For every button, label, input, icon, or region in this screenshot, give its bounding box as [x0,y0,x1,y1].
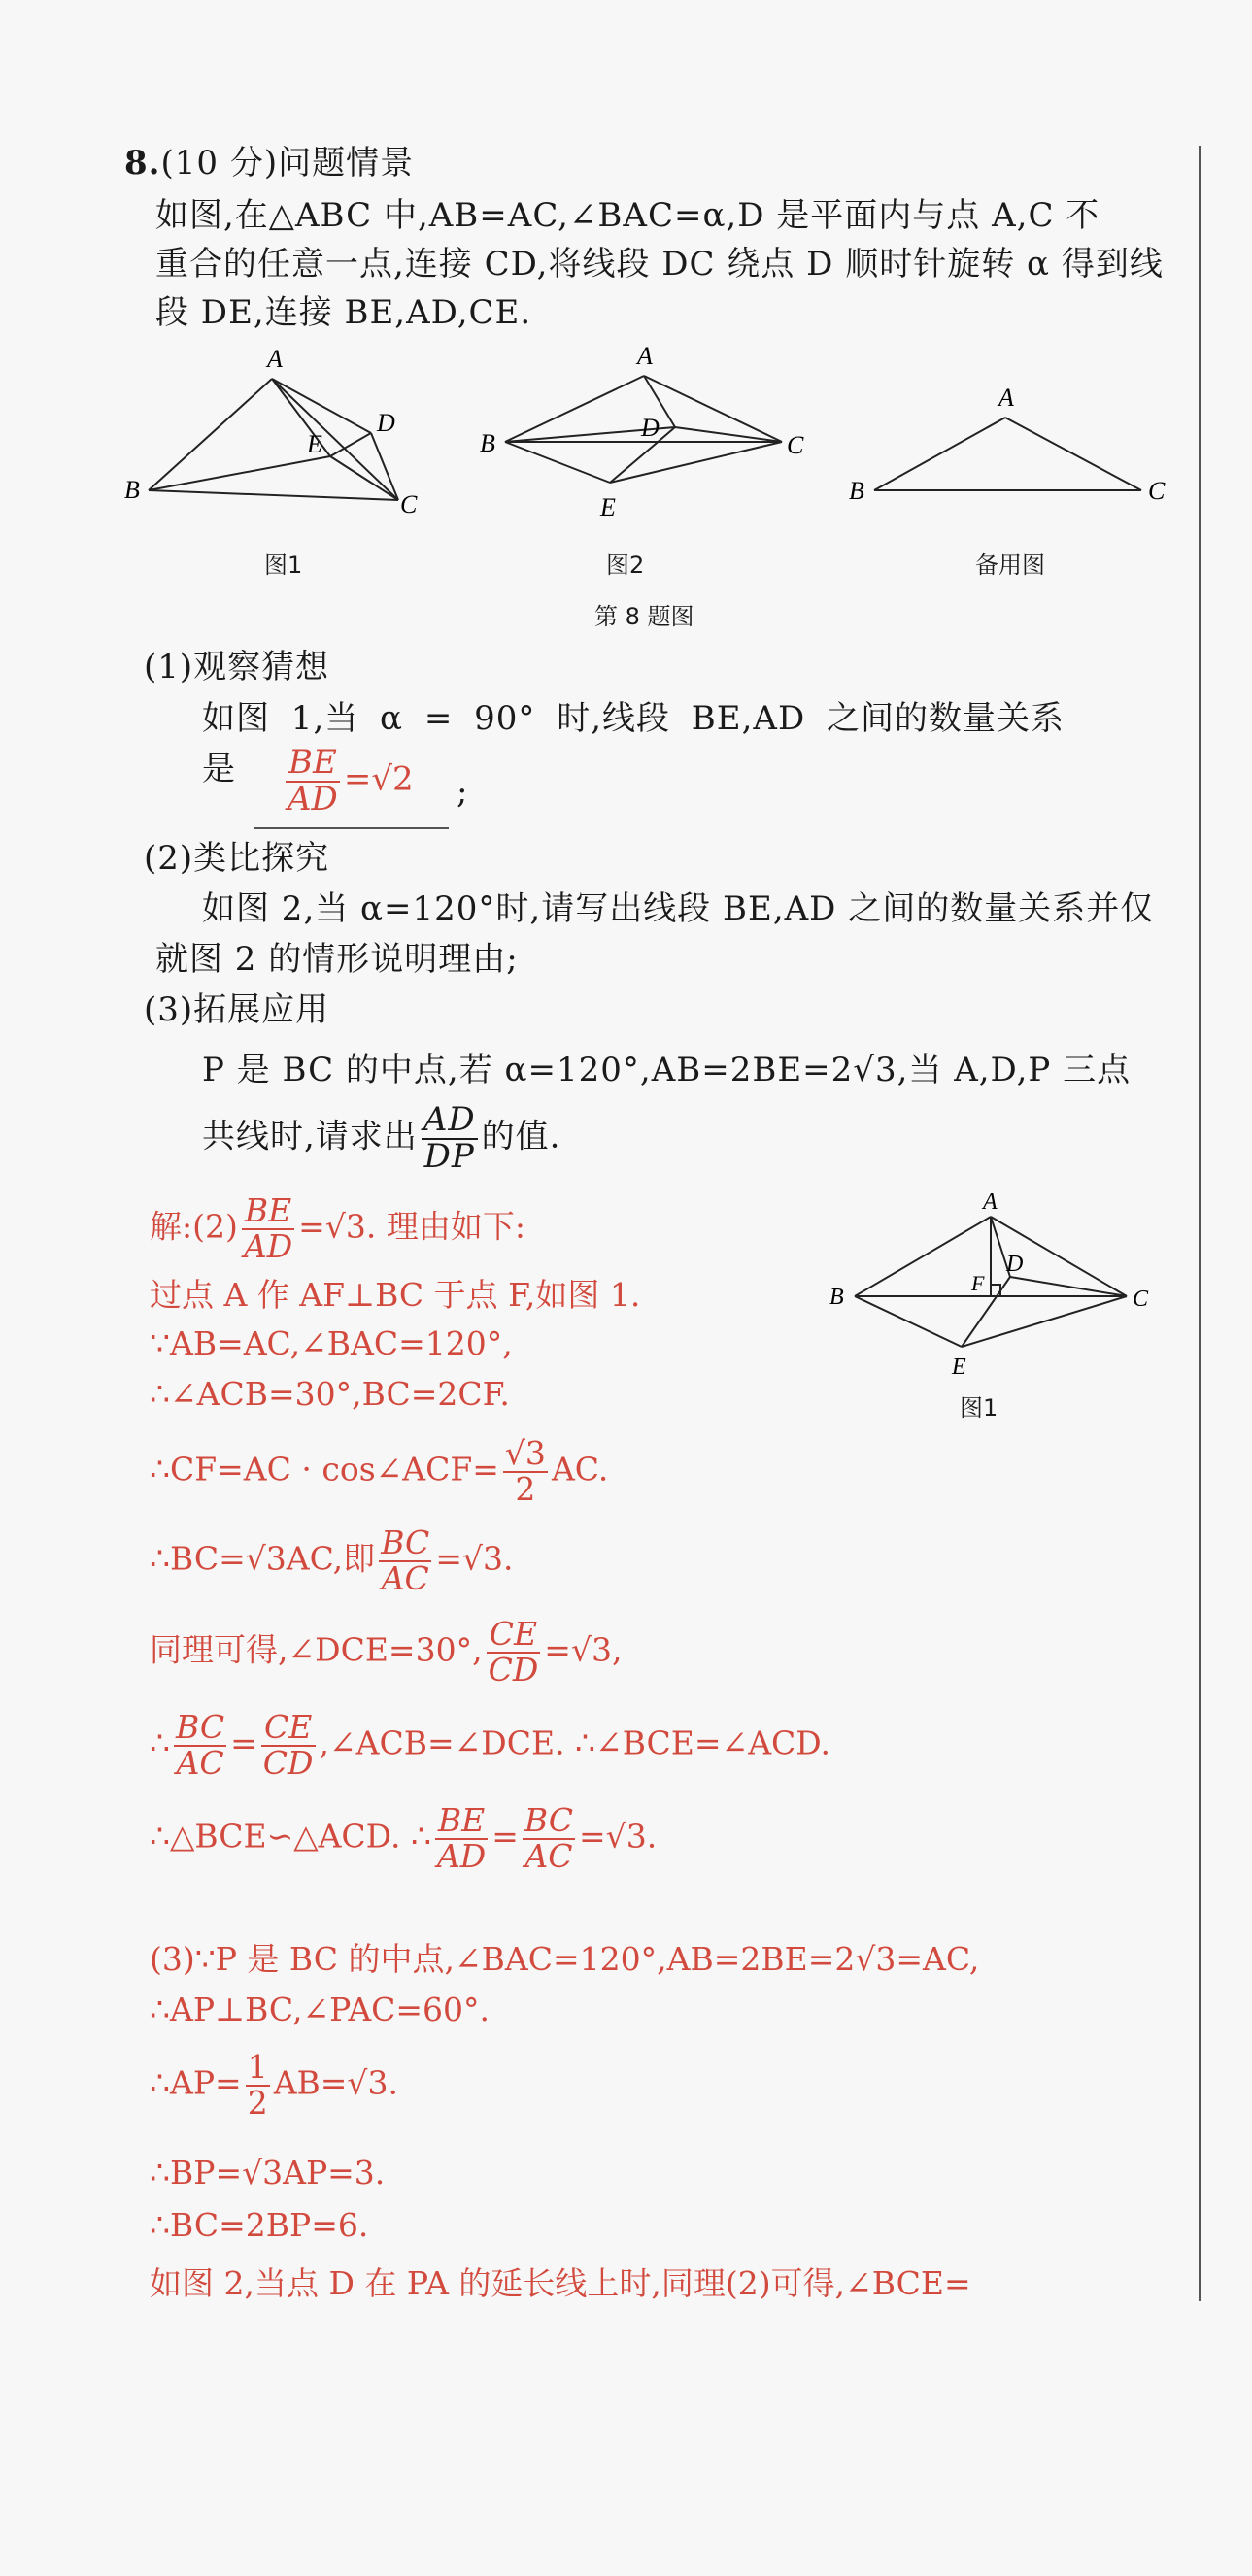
part3-prefix: 共线时,请求出 [202,1117,418,1156]
sol-s1-prefix: 解:(2) [150,1207,238,1246]
part1-answer-underline [254,827,449,829]
solfig-label-e: E [952,1355,966,1380]
part3-title: (3)拓展应用 [144,990,330,1029]
sol-s1-suffix: =√3. 理由如下: [298,1207,525,1246]
fig1-label-c: C [400,490,418,519]
part1-prefix: 是 [202,750,236,788]
figure-1 [117,340,447,563]
part1-answer-num: BE [286,746,340,783]
sol-s12-den: 2 [247,2083,268,2122]
sol-s8-suffix: ,∠ACB=∠DCE. ∴∠BCE=∠ACD. [319,1723,831,1762]
fig2-caption: 图2 [606,552,645,579]
sol-s7-num: CE [487,1618,541,1654]
fig2-label-a: A [637,342,653,370]
fig2-label-e: E [600,493,616,521]
fig1-label-b: B [124,476,140,504]
part3-line1: P 是 BC 的中点,若 α=120°,AB=2BE=2√3,当 A,D,P 三点 [202,1051,1132,1089]
sol-s9-eq: = [491,1817,519,1856]
sol-s6-num: BC [381,1523,430,1561]
part1-answer-rest: =√2 [343,759,414,799]
intro-line1: 如图,在△ABC 中,AB=AC,∠BAC=α,D 是平面内与点 A,C 不 [155,196,1100,235]
problem-number: 8. [124,144,161,183]
part3-frac-num: AD [423,1100,476,1139]
sol-s5-num: √3 [504,1434,546,1472]
sol-s5-prefix: ∴CF=AC · cos∠ACF= [150,1450,499,1489]
solfig-label-c: C [1133,1287,1149,1312]
sol-s7-prefix: 同理可得,∠DCE=30°, [150,1630,483,1669]
intro-line2: 重合的任意一点,连接 CD,将线段 DC 绕点 D 顺时针旋转 α 得到线 [155,245,1164,284]
problem-score: (10 分)问题情景 [160,144,415,183]
figure-group-caption: 第 8 题图 [594,603,694,630]
sol-s6-den: AC [381,1558,429,1597]
sol-s12-suffix: AB=√3. [273,2063,398,2102]
sol-s3: ∵AB=AC,∠BAC=120°, [150,1324,513,1362]
fig3-label-a: A [998,384,1014,412]
solfig-label-b: B [829,1285,844,1310]
part2-title: (2)类比探究 [144,839,330,878]
sol-s11: ∴AP⊥BC,∠PAC=60°. [150,1991,491,2028]
right-margin-rule [1199,146,1201,2301]
part3-suffix: 的值. [481,1117,561,1156]
sol-s14: ∴BC=2BP=6. [150,2206,369,2244]
sol-s12-num: 1 [247,2048,268,2086]
solution-figure [816,1189,1175,1384]
solfig-label-d: D [1006,1252,1024,1277]
sol-s7-suffix: =√3, [544,1630,623,1669]
solfig-label-f: F [971,1271,985,1295]
sol-s6-prefix: ∴BC=√3AC,即 [150,1539,376,1578]
sol-s5-den: 2 [515,1469,536,1508]
part1-answer-den: AD [288,779,338,819]
fig2-label-c: C [787,431,804,459]
sol-s8-prefix: ∴ [150,1723,170,1762]
sol-s9-num1: BE [435,1804,488,1840]
sol-s8-eq: = [230,1723,257,1762]
sol-s1-den: AD [243,1226,293,1265]
fig1-label-d: D [377,409,395,437]
sol-s6-suffix: =√3. [435,1539,514,1578]
fig1-label-e: E [307,430,322,458]
sol-s9-suffix: =√3. [579,1817,658,1856]
sol-s8-num2: CE [261,1711,316,1747]
part1-line1: 如图 1,当 α = 90° 时,线段 BE,AD 之间的数量关系 [202,699,1066,738]
fig3-caption: 备用图 [975,552,1045,579]
figure-spare [835,379,1185,524]
fig1-label-a: A [267,345,283,373]
part1-suffix: ; [457,773,469,812]
fig2-label-d: D [641,414,660,442]
sol-s8-num1: BC [176,1708,225,1746]
part2-line1: 如图 2,当 α=120°时,请写出线段 BE,AD 之间的数量关系并仅 [202,889,1155,928]
sol-s13: ∴BP=√3AP=3. [150,2154,386,2191]
solfig-label-a: A [983,1189,998,1215]
sol-s9-den1: AD [436,1836,487,1875]
sol-s2: 过点 A 作 AF⊥BC 于点 F,如图 1. [150,1276,641,1314]
fig2-label-b: B [480,429,495,457]
part2-line2: 就图 2 的情形说明理由; [155,940,519,979]
sol-s9-prefix: ∴△BCE∽△ACD. ∴ [150,1817,431,1856]
sol-s8-den2: CD [262,1743,314,1782]
figure-2 [466,335,816,529]
intro-line3: 段 DE,连接 BE,AD,CE. [155,293,532,332]
sol-s12-prefix: ∴AP= [150,2063,242,2102]
sol-s9-den2: AC [524,1836,573,1875]
part3-frac-den: DP [423,1136,475,1176]
sol-s8-den1: AC [176,1743,224,1782]
sol-s10: (3)∵P 是 BC 的中点,∠BAC=120°,AB=2BE=2√3=AC, [150,1940,980,1978]
fig3-label-c: C [1148,477,1166,505]
sol-s4: ∴∠ACB=30°,BC=2CF. [150,1375,510,1413]
fig1-caption: 图1 [264,552,303,579]
solution-fig-caption: 图1 [960,1394,998,1422]
sol-s5-suffix: AC. [551,1450,609,1489]
part1-title: (1)观察猜想 [144,648,330,686]
sol-s15: 如图 2,当点 D 在 PA 的延长线上时,同理(2)可得,∠BCE= [150,2264,971,2302]
fig3-label-b: B [849,477,864,505]
sol-s1-num: BE [242,1194,294,1230]
sol-s9-num2: BC [524,1801,574,1839]
sol-s7-den: CD [488,1650,539,1689]
